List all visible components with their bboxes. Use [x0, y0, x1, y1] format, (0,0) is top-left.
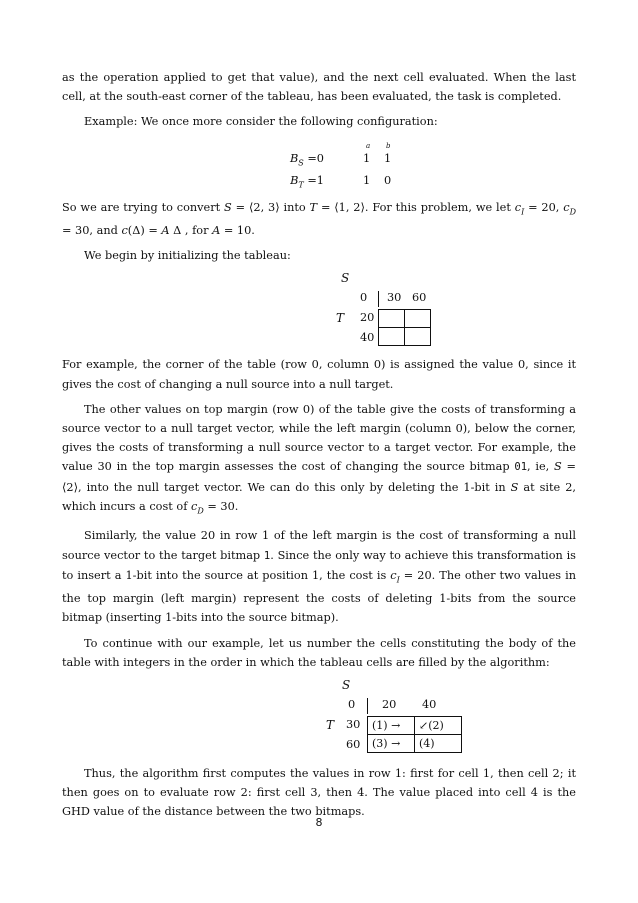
source-symbol: S	[341, 271, 350, 286]
bt-label: $B_T =1$	[290, 173, 324, 189]
bt-bit-1: 1	[363, 173, 371, 187]
tableau-header-0: 0	[348, 698, 356, 712]
paragraph-problem-setup: So we are trying to convert S = ⟨2, 3⟩ into T = ⟨1, 2⟩. For this problem, we let $c_I = 20$, $c_D = 30$, and c(Δ) = A Δ , for A = 10.	[62, 200, 576, 238]
tableau-cell-2: ↙(2)	[415, 717, 462, 735]
tableau-row-label-1: 20	[360, 311, 375, 325]
paragraph-corner-explanation: For example, the corner of the table (row 0, column 0) is assigned the value 0, since it gives the cost of changing a null source into a null target.	[62, 358, 576, 391]
tableau-row-label-1: 30	[346, 718, 361, 732]
bs-bit-2: 1	[384, 151, 392, 165]
bt-bit-2: 0	[384, 173, 392, 187]
tableau-header-1: 20	[382, 698, 397, 712]
tableau-header-1: 30	[387, 291, 402, 305]
tableau-initial	[62, 271, 576, 349]
tableau-cell-1: (1) →	[368, 717, 415, 735]
tableau-body-grid	[367, 716, 462, 753]
configuration-block	[62, 136, 576, 192]
tableau-cell	[379, 328, 405, 346]
tableau-cell-3: (3) →	[368, 735, 415, 753]
paragraph-algorithm-order: Thus, the algorithm first computes the values in row 1: first for cell 1, then cell 2; it then goes on to evaluate row 2: first cell 3, then 4. The value placed into cell 4 is the GHD value of the distance between the two bitmaps.	[62, 767, 576, 819]
tableau-header-2: 40	[422, 698, 437, 712]
paragraph-cell-order-intro: To continue with our example, let us number the cells constituting the body of the table with integers in the order in which the tableau cells are filled by the algorithm:	[62, 636, 576, 669]
tableau-row-label-2: 40	[360, 331, 375, 345]
tableau-body-grid	[378, 309, 431, 346]
paragraph-continuation: as the operation applied to get that value), and the next cell evaluated. When the last cell, at the south-east corner of the tableau, has been evaluated, the task is completed.	[62, 71, 576, 104]
tableau-cell	[405, 328, 431, 346]
tableau-cell	[405, 310, 431, 328]
bs-label: $B_S =0$	[289, 151, 324, 167]
paragraph-example-intro: Example: We once more consider the following configuration:	[84, 115, 438, 129]
header-divider	[367, 698, 368, 714]
target-symbol: T	[336, 311, 345, 326]
site-label-b: b	[386, 141, 391, 150]
bs-bit-1: 1	[363, 151, 371, 165]
site-label-a: a	[366, 141, 371, 150]
tableau-row-label-2: 60	[346, 738, 361, 752]
tableau-numbered	[62, 678, 576, 758]
source-symbol: S	[342, 678, 351, 693]
tableau-cell-4: (4)	[415, 735, 462, 753]
paragraph-margins-explanation: The other values on top margin (row 0) of the table give the costs of transforming a source vector to a null target vector, while the left margin (column 0), below the corner, gives the costs of transforming a null source vector to a target vector. For example, the value 30 in the top margin assesses the cost of changing the source bitmap 01, ie, S = ⟨2⟩, into the null target vector. We can do this only by deleting the 1-bit in S at site 2, which incurs a cost of $c_D = 30$.	[62, 402, 576, 516]
target-symbol: T	[326, 718, 335, 733]
page-number: 8	[315, 816, 323, 829]
header-divider	[378, 291, 379, 307]
tableau-header-2: 60	[412, 291, 427, 305]
paragraph-init-tableau: We begin by initializing the tableau:	[84, 249, 291, 263]
tableau-cell	[379, 310, 405, 328]
tableau-header-0: 0	[360, 291, 368, 305]
paragraph-left-margin-explanation: Similarly, the value 20 in row 1 of the left margin is the cost of transforming a null source vector to the target bitmap 1. Since the only way to achieve this transformation is to insert a 1-bit into the source at position 1, the cost is $c_I = 20$. The other two values in the top margin (left margin) represent the costs of deleting 1-bits from the source bitmap (inserting 1-bits into the source bitmap).	[62, 529, 576, 625]
page	[62, 68, 576, 829]
